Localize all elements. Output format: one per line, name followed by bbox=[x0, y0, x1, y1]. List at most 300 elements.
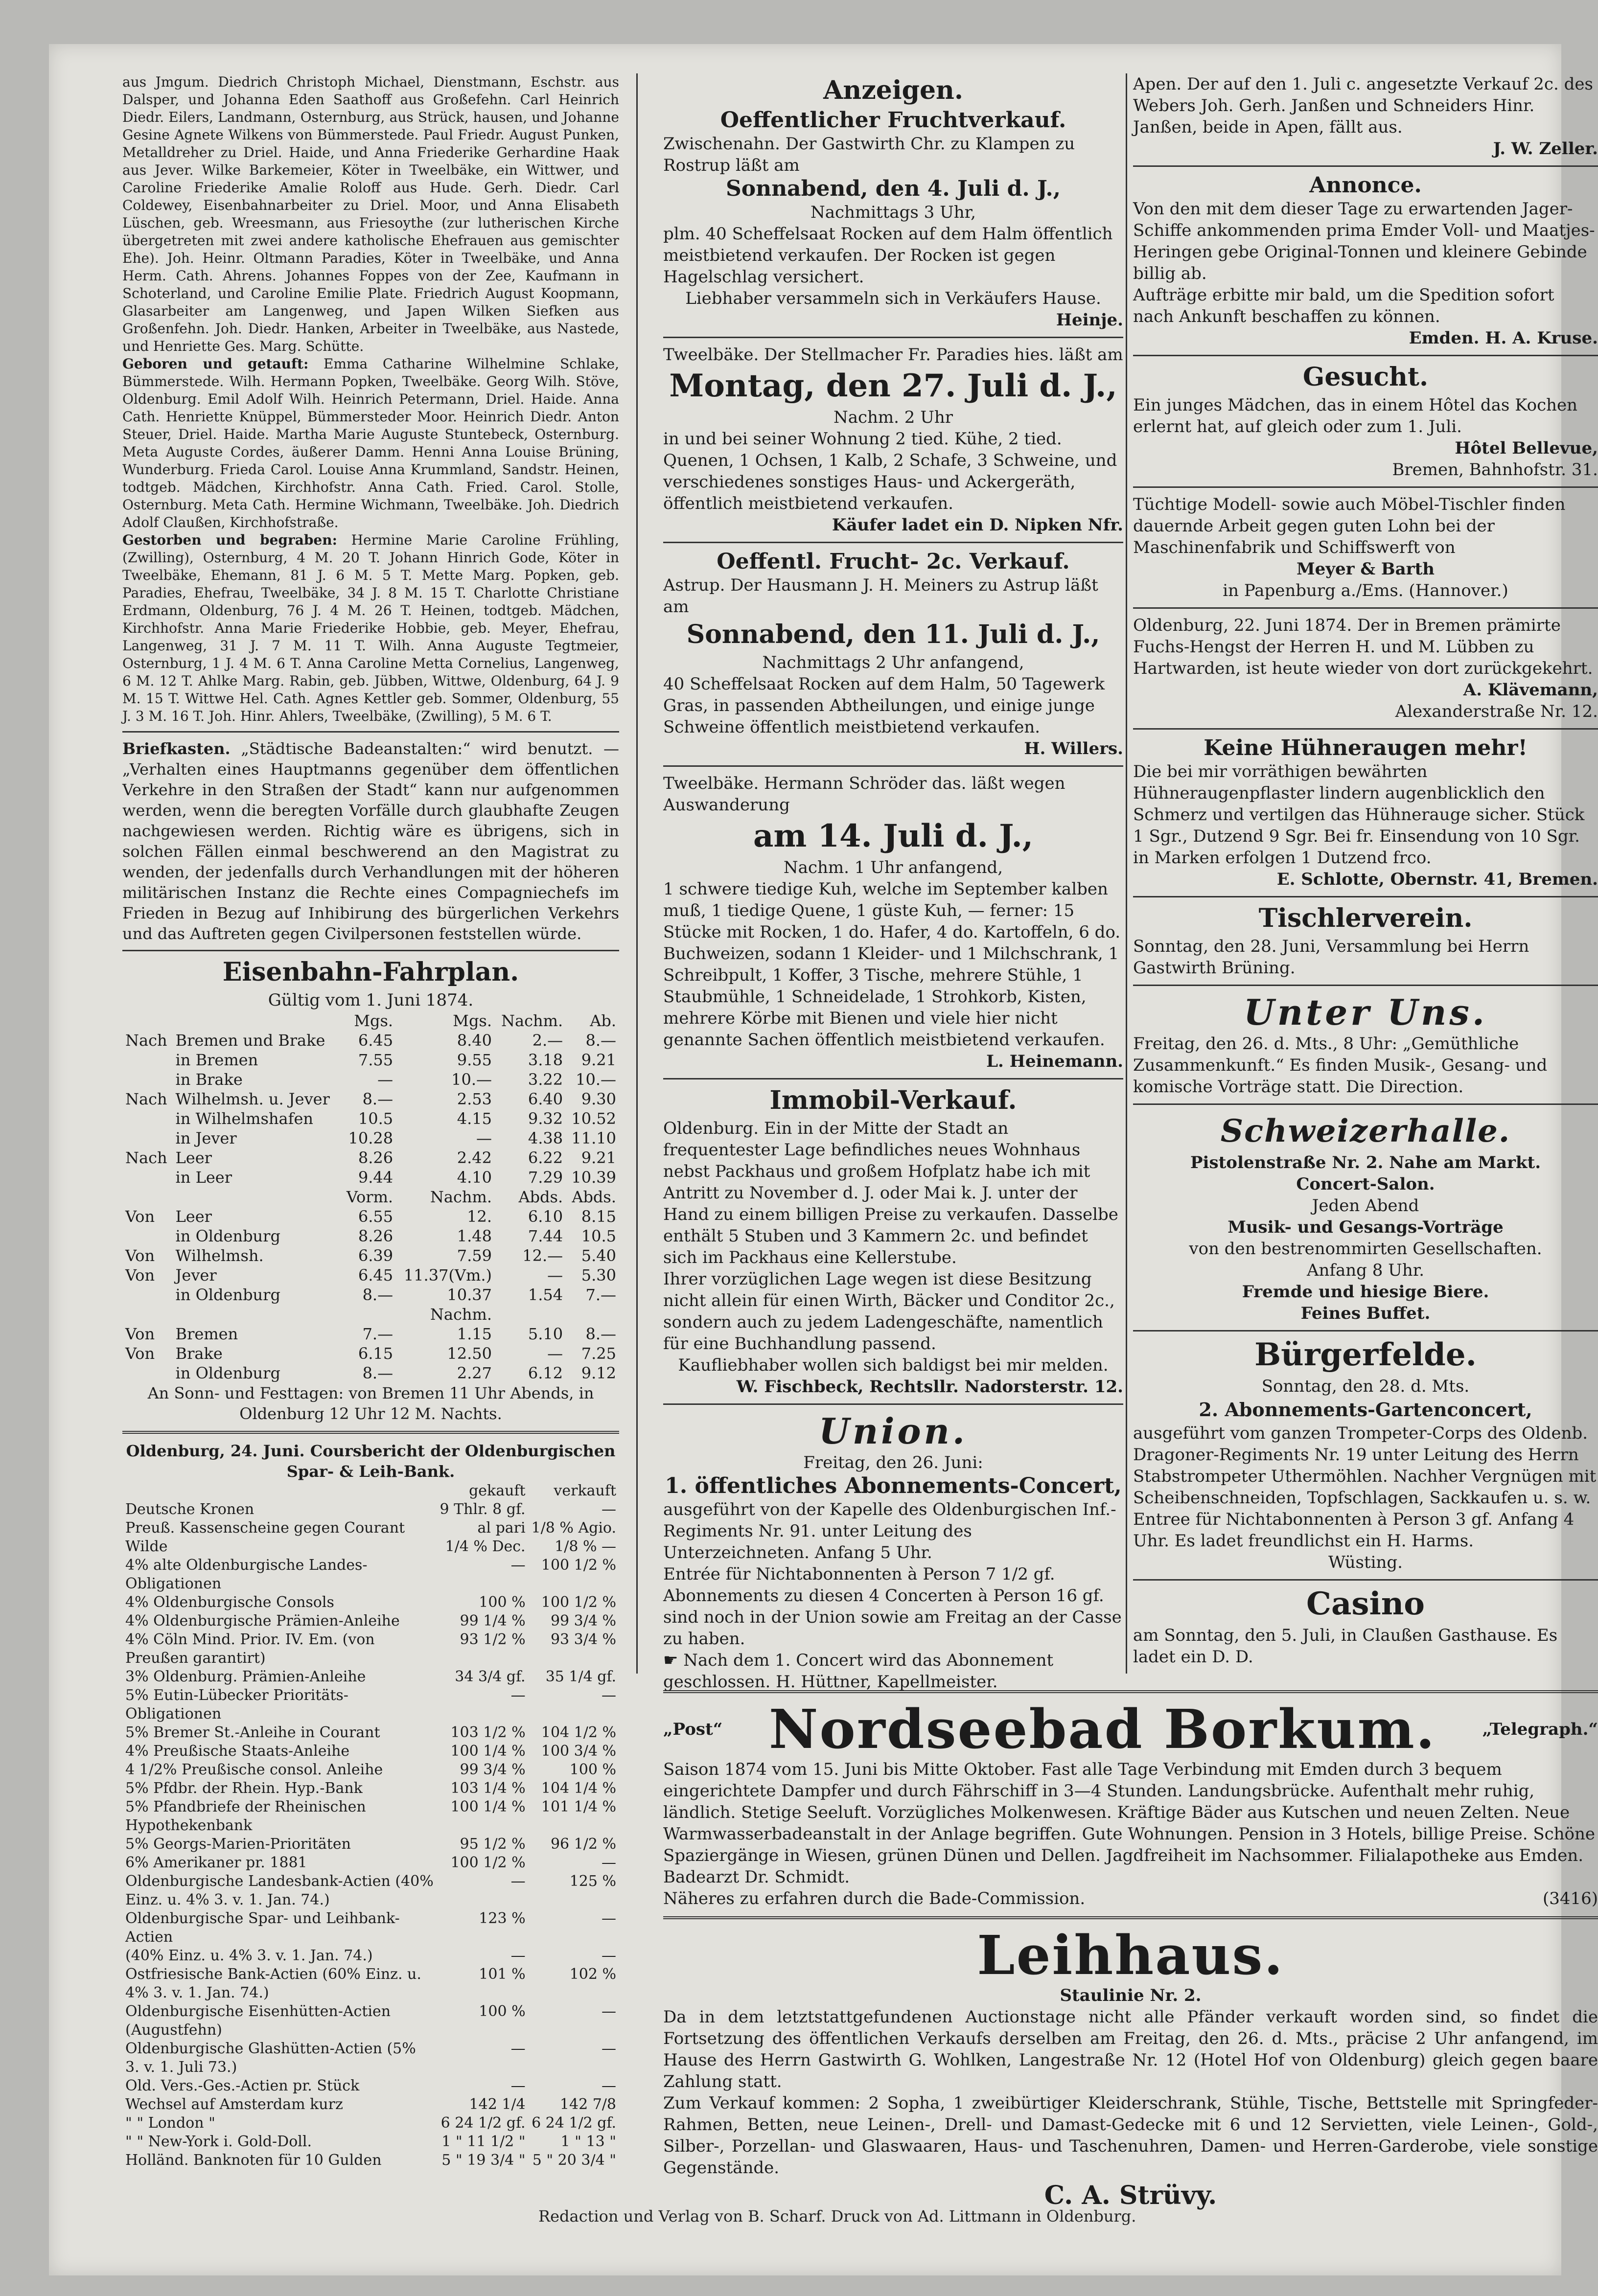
r6-text: Die bei mir vorräthigen bewährten Hühneraugenpflaster lindern augenblicklich den Schmerz und vertilgen das Hühnerauge sicher. Stück 1 Sgr., Dutzend 9 Sgr. Bei fr. Einsendung von 10 Sgr. in Marken erfolgen 1 Dutzend frco. bbox=[1133, 762, 1585, 868]
timetable-cell: in Leer bbox=[175, 1168, 232, 1187]
rates-row bbox=[122, 2040, 619, 2077]
timetable-cell: Wilhelmsh. u. Jever bbox=[175, 1090, 330, 1108]
r2-text2: Aufträge erbitte mir bald, um die Spedition sofort nach Ankunft beschaffen zu können. bbox=[1133, 285, 1554, 326]
timetable-cell bbox=[495, 1305, 566, 1324]
rates-cell: 100 3/4 % bbox=[541, 1743, 616, 1760]
timetable-cell bbox=[122, 1187, 173, 1207]
timetable-row bbox=[122, 1128, 619, 1148]
bottom-wide-ads bbox=[663, 1683, 1598, 2213]
timetable-note: An Sonn- und Festtagen: von Bremen 11 Uhr Abends, in Oldenburg 12 Uhr 12 M. Nachts. bbox=[147, 1384, 594, 1423]
borkum-text2: Näheres zu erfahren durch die Bade-Commission. bbox=[663, 1889, 1086, 1908]
rates-row bbox=[122, 1761, 619, 1779]
timetable-cell: 5.10 bbox=[528, 1325, 563, 1343]
timetable-cell: 9.21 bbox=[581, 1148, 616, 1167]
timetable-cell: Von bbox=[125, 1266, 155, 1285]
rates-cell: 35 1/4 gf. bbox=[545, 1668, 616, 1685]
r9-text6: Feines Buffet. bbox=[1300, 1304, 1431, 1323]
timetable-cell: 9.21 bbox=[581, 1051, 616, 1069]
timetable-cell: 7.25 bbox=[581, 1344, 616, 1363]
rates-row bbox=[122, 1854, 619, 1872]
rates-cell: Oldenburgische Landesbank-Actien (40% Einz. u. 4% 3. v. 1. Jan. 74.) bbox=[125, 1873, 434, 1908]
r11-title: Casino bbox=[1306, 1585, 1425, 1622]
rates-cell: 3% Oldenburg. Prämien-Anleihe bbox=[125, 1668, 366, 1685]
timetable-cell bbox=[122, 1011, 173, 1031]
timetable-cell: 8.26 bbox=[358, 1227, 394, 1245]
rates-cell: 34 3/4 gf. bbox=[455, 1668, 526, 1685]
rates-cell: — bbox=[602, 1854, 616, 1871]
timetable-cell: in Jever bbox=[175, 1129, 237, 1148]
r8-text: Freitag, den 26. d. Mts., 8 Uhr: „Gemüthliche Zusammenkunft.“ Es finden Musik-, Gesang- und komische Vorträge statt. Die Direction. bbox=[1133, 1034, 1548, 1097]
timetable-cell: 10.— bbox=[576, 1070, 616, 1089]
r3-text: Ein junges Mädchen, das in einem Hôtel das Kochen erlernt hat, auf gleich oder zum 1. Juli. bbox=[1133, 395, 1578, 436]
ad6-text: ausgeführt von der Kapelle des Oldenburgischen Inf.-Regiments Nr. 91. unter Leitung des Unterzeichneten. Anfang 5 Uhr. bbox=[663, 1500, 1116, 1562]
ad6-subtitle: 1. öffentliches Abonnements-Concert, bbox=[665, 1473, 1122, 1498]
rates-cell: 4% Preußische Staats-Anleihe bbox=[125, 1743, 350, 1760]
timetable-cell: Mgs. bbox=[453, 1011, 492, 1030]
timetable-title: Eisenbahn-Fahrplan. bbox=[222, 957, 519, 987]
rates-row bbox=[122, 1630, 619, 1668]
timetable-cell: 7.— bbox=[362, 1325, 394, 1343]
timetable-cell: in Oldenburg bbox=[175, 1364, 280, 1382]
rates-cell: 104 1/4 % bbox=[541, 1780, 616, 1797]
leihhaus-text: Da in dem letztstattgefundenen Auctionstage nicht alle Pfänder verkauft worden sind, so findet die Fortsetzung des öffentlichen Verkaufs derselben am Freitag, den 26. d. Mts., präcise 2 Uhr anfangend, im Hause des Herrn Gastwirth G. Wohlken, Langestraße Nr. 12 (Hotel Hof von Oldenburg) gleich gegen baare Zahlung statt. bbox=[663, 2007, 1598, 2091]
left-column bbox=[122, 73, 619, 2170]
rates-cell: 5 " 19 3/4 " bbox=[441, 2152, 526, 2169]
timetable-cell bbox=[173, 1011, 341, 1031]
rates-cell: 1/8 % — bbox=[555, 1538, 616, 1555]
rates-cell: — bbox=[510, 1873, 526, 1890]
rates-row bbox=[122, 1519, 619, 1538]
leihhaus-sub: Staulinie Nr. 2. bbox=[1060, 1986, 1202, 2005]
rates-cell: 4% alte Oldenburgische Landes-Obligationen bbox=[125, 1557, 368, 1592]
ad1-time: Nachmittags 3 Uhr, bbox=[810, 203, 976, 222]
timetable-cell: 1.54 bbox=[528, 1286, 563, 1304]
rates-cell: 6 24 1/2 gf. bbox=[532, 2114, 616, 2132]
rates-cell: Wilde bbox=[125, 1538, 168, 1555]
r5-addr: Alexanderstraße Nr. 12. bbox=[1395, 702, 1598, 721]
timetable-cell: Von bbox=[125, 1344, 155, 1363]
timetable-row bbox=[122, 1011, 619, 1031]
rates-cell: 100 1/4 % bbox=[450, 1743, 526, 1760]
rates-cell: 101 % bbox=[479, 1966, 526, 1983]
rates-row bbox=[122, 1742, 619, 1761]
rates-row bbox=[122, 1538, 619, 1556]
rates-cell: Wechsel auf Amsterdam kurz bbox=[125, 2096, 343, 2113]
timetable-cell: 6.39 bbox=[358, 1246, 394, 1265]
rates-cell: 4% Oldenburgische Consols bbox=[125, 1594, 334, 1611]
rates-cell: — bbox=[510, 1947, 526, 1964]
rates-cell: 99 3/4 % bbox=[460, 1761, 526, 1778]
rates-cell: Oldenburgische Spar- und Leihbank-Actien bbox=[125, 1910, 400, 1946]
r1-sign: J. W. Zeller. bbox=[1493, 139, 1598, 159]
ad5-title: Immobil-Verkauf. bbox=[769, 1085, 1017, 1115]
rates-row bbox=[122, 1798, 619, 1835]
rates-cell: " " New-York i. Gold-Doll. bbox=[125, 2133, 312, 2150]
ad1-title: Oeffentlicher Fruchtverkauf. bbox=[720, 108, 1066, 133]
ad3-time: Nachmittags 2 Uhr anfangend, bbox=[762, 653, 1024, 672]
rates-row bbox=[122, 1668, 619, 1686]
timetable-cell: Von bbox=[125, 1246, 155, 1265]
rates-cell: 5% Pfdbr. der Rhein. Hyp.-Bank bbox=[125, 1780, 363, 1797]
timetable-row bbox=[122, 1285, 619, 1305]
timetable-cell: 12.50 bbox=[447, 1344, 492, 1363]
timetable-cell: Bremen bbox=[175, 1325, 238, 1343]
timetable-cell: 9.44 bbox=[358, 1168, 394, 1187]
rates-cell: al pari bbox=[477, 1519, 526, 1537]
timetable-row bbox=[122, 1148, 619, 1168]
r9-title: Schweizerhalle. bbox=[1220, 1113, 1511, 1149]
timetable-cell: Nachm. bbox=[430, 1188, 492, 1206]
rates-cell: 104 1/2 % bbox=[541, 1724, 616, 1741]
rates-title: Oldenburg, 24. Juni. Coursbericht der Oldenburgischen Spar- & Leih-Bank. bbox=[126, 1442, 616, 1481]
borkum-footer bbox=[663, 1888, 1598, 1909]
ad4-date: am 14. Juli d. J., bbox=[753, 818, 1033, 854]
rates-row bbox=[122, 1723, 619, 1742]
timetable-cell bbox=[122, 1070, 173, 1089]
timetable-row bbox=[122, 1089, 619, 1109]
timetable-cell: Abds. bbox=[518, 1188, 563, 1206]
timetable-cell: 12.— bbox=[522, 1246, 563, 1265]
timetable-cell: Nachm. bbox=[501, 1011, 563, 1030]
ad2-sign: Käufer ladet ein D. Nipken Nfr. bbox=[832, 515, 1123, 535]
ad4-text: Tweelbäke. Hermann Schröder das. läßt wegen Auswanderung bbox=[663, 774, 1065, 815]
timetable-cell: Vorm. bbox=[346, 1188, 394, 1206]
rates-cell: Old. Vers.-Ges.-Actien pr. Stück bbox=[125, 2077, 360, 2094]
rates-cell: — bbox=[602, 1910, 616, 1927]
timetable-cell: 9.30 bbox=[581, 1090, 616, 1108]
column-rule bbox=[636, 73, 638, 1674]
ad1-text: Zwischenahn. Der Gastwirth Chr. zu Klampen zu Rostrup läßt am bbox=[663, 134, 1075, 175]
timetable-cell: 6.40 bbox=[528, 1090, 563, 1108]
r9-text2: Musik- und Gesangs-Vorträge bbox=[1227, 1217, 1504, 1237]
middle-column bbox=[663, 73, 1123, 1693]
rates-cell: (40% Einz. u. 4% 3. v. 1. Jan. 74.) bbox=[125, 1947, 373, 1964]
rates-cell: Holländ. Banknoten für 10 Gulden bbox=[125, 2152, 382, 2169]
timetable-cell bbox=[341, 1305, 396, 1324]
r3-addr: Bremen, Bahnhofstr. 31. bbox=[1392, 460, 1598, 480]
rates-cell: — bbox=[510, 1557, 526, 1574]
rates-cell: — bbox=[602, 2077, 616, 2094]
timetable-cell: 4.10 bbox=[457, 1168, 492, 1187]
ad1-date: Sonnabend, den 4. Juli d. J., bbox=[725, 176, 1061, 201]
rates-row bbox=[122, 2095, 619, 2114]
rates-cell: Preuß. Kassenscheine gegen Courant bbox=[125, 1519, 405, 1537]
timetable-cell: — bbox=[476, 1129, 492, 1148]
rates-cell: 5% Eutin-Lübecker Prioritäts-Obligationen bbox=[125, 1687, 348, 1722]
rates-cell: 6% Amerikaner pr. 1881 bbox=[125, 1854, 307, 1871]
rates-row bbox=[122, 1872, 619, 1909]
r4-text: Tüchtige Modell- sowie auch Möbel-Tischler finden dauernde Arbeit gegen guten Lohn bei der Maschinenfabrik und Schiffswerft von bbox=[1133, 495, 1566, 557]
timetable-cell: Bremen und Brake bbox=[175, 1031, 325, 1050]
timetable-cell: 8.— bbox=[362, 1364, 394, 1382]
rates-row bbox=[122, 2114, 619, 2133]
rates-cell: 100 % bbox=[569, 1761, 616, 1778]
r10-title: Bürgerfelde. bbox=[1254, 1336, 1477, 1373]
borkum-text: Saison 1874 vom 15. Juni bis Mitte Oktober. Fast alle Tage Verbindung mit Emden durch 3 bequem eingerichtete Dampfer und durch Fährschiff in 3—4 Stunden. Landungsbrücke. Aufenthalt mehr ruhig, ländlich. Stetige Seeluft. Vorzügliches Molkenwesen. Kräftige Bäder aus Kutschen und neuen Zelten. Neue Warmwasserbadeanstalt in der Anlage begriffen. Gute Wohnungen. Pension in 3 Hotels, billige Preise. Schöne Spaziergänge in Wiesen, grünen Dünen und Dellen. Jagdfreiheit im Nachsommer. Filialapotheke aus Emden. Badearzt Dr. Schmidt. bbox=[663, 1760, 1596, 1887]
timetable-cell: 6.45 bbox=[358, 1031, 394, 1050]
rates-cell: 1/4 % Dec. bbox=[445, 1538, 526, 1555]
timetable-cell: 1.48 bbox=[457, 1227, 492, 1245]
timetable-cell: 10.52 bbox=[571, 1109, 616, 1128]
timetable-cell: 5.40 bbox=[581, 1246, 616, 1265]
r3-title: Gesucht. bbox=[1302, 362, 1429, 392]
right-column bbox=[1133, 73, 1598, 1668]
rates-cell: Oldenburgische Glashütten-Actien (5% 3. v. 1. Juli 73.) bbox=[125, 2040, 416, 2076]
rates-cell: 4 1/2% Preußische consol. Anleihe bbox=[125, 1761, 383, 1778]
timetable-cell: Von bbox=[125, 1207, 155, 1226]
timetable-cell: Leer bbox=[175, 1148, 212, 1167]
timetable-cell: 8.15 bbox=[581, 1207, 616, 1226]
ad5-text2: Ihrer vorzüglichen Lage wegen ist diese Besitzung nicht allein für einen Wirth, Bäcker und Conditor 2c., sondern auch zu jedem Ladengeschäfte, namentlich für eine Buchhandlung passend. bbox=[663, 1269, 1115, 1354]
rates-cell: 100 1/2 % bbox=[541, 1557, 616, 1574]
rates-cell: 5% Pfandbriefe der Rheinischen Hypothekenbank bbox=[125, 1798, 366, 1834]
timetable-cell: 10.28 bbox=[348, 1129, 394, 1148]
rates-cell: 125 % bbox=[569, 1873, 616, 1890]
rates-cell: 5 " 20 3/4 " bbox=[532, 2152, 616, 2169]
timetable-cell: 4.38 bbox=[528, 1129, 563, 1148]
timetable-row bbox=[122, 1246, 619, 1265]
ad2-text: Tweelbäke. Der Stellmacher Fr. Paradies hies. läßt am bbox=[663, 345, 1123, 365]
rates-cell: " " London " bbox=[125, 2114, 215, 2132]
r6-title: Keine Hühneraugen mehr! bbox=[1204, 735, 1528, 760]
timetable-cell: 6.22 bbox=[528, 1148, 563, 1167]
timetable-cell: Leer bbox=[175, 1207, 212, 1226]
ad4-time: Nachm. 1 Uhr anfangend, bbox=[783, 858, 1003, 877]
timetable-cell: 6.45 bbox=[358, 1266, 394, 1285]
timetable-cell: Abds. bbox=[572, 1188, 616, 1206]
r1-text: Apen. Der auf den 1. Juli c. angesetzte Verkauf 2c. des Webers Joh. Gerh. Janßen und Schneiders Hinr. Janßen, beide in Apen, fällt aus. bbox=[1133, 74, 1593, 137]
rates-cell: 100 % bbox=[479, 2003, 526, 2020]
r9-text3: von den bestrenommirten Gesellschaften. bbox=[1189, 1239, 1542, 1259]
timetable-cell: 2.53 bbox=[457, 1090, 492, 1108]
timetable-cell: 10.— bbox=[451, 1070, 492, 1089]
ad2-date: Montag, den 27. Juli d. J., bbox=[669, 367, 1117, 404]
rates-cell: 1 " 11 1/2 " bbox=[441, 2133, 526, 2150]
timetable-cell bbox=[122, 1285, 173, 1305]
timetable-row bbox=[122, 1070, 619, 1089]
ad6-text2: Entrée für Nichtabonnenten à Person 7 1/2 gf. Abonnements zu diesen 4 Concerten à Person 16 gf. sind noch in der Union sowie am Freitag an der Casse zu haben. bbox=[663, 1564, 1122, 1649]
rates-cell: 103 1/4 % bbox=[450, 1780, 526, 1797]
timetable-cell: in Wilhelmshafen bbox=[175, 1109, 313, 1128]
ad5-text: Oldenburg. Ein in der Mitte der Stadt an frequentester Lage befindliches neues Wohnhaus nebst Packhaus und großem Hofplatz habe ich mit Antritt zu November d. J. oder Mai k. J. unter der Hand zu einem billigen Preise zu verkaufen. Dasselbe enthält 5 Stuben und 3 Kammern 2c. und befindet sich im Packhaus eine Kellerstube. bbox=[663, 1119, 1118, 1267]
timetable-cell: 9.55 bbox=[457, 1051, 492, 1069]
rates-cell: 100 1/2 % bbox=[541, 1594, 616, 1611]
timetable-cell bbox=[173, 1187, 341, 1207]
rates-row bbox=[122, 1556, 619, 1593]
timetable-row bbox=[122, 1207, 619, 1226]
timetable-row bbox=[122, 1031, 619, 1050]
timetable-cell: Nach bbox=[125, 1090, 167, 1108]
timetable-cell: 3.22 bbox=[528, 1070, 563, 1089]
rates-cell: Ostfriesische Bank-Actien (60% Einz. u. 4% 3. v. 1. Jan. 74.) bbox=[125, 1966, 421, 2001]
rates-row bbox=[122, 1500, 619, 1519]
ad6-text3: ☛ Nach dem 1. Concert wird das Abonnement geschlossen. H. Hüttner, Kapellmeister. bbox=[663, 1651, 1054, 1692]
rates-cell: — bbox=[602, 2040, 616, 2057]
rates-row bbox=[122, 1779, 619, 1798]
ad1-text3: Liebhaber versammeln sich in Verkäufers Hause. bbox=[685, 289, 1101, 308]
r10-text: ausgeführt vom ganzen Trompeter-Corps des Oldenb. Dragoner-Regiments Nr. 19 unter Leitung des Herrn Stabstrompeter Uthermöhlen. Nachher Vergnügen mit Scheibenschneiden, Topfschlagen, Sackkaufen u. s. w. Entree für Nichtabonnenten à Person 3 gf. Anfang 4 Uhr. Es ladet freundlichst ein H. Harms. bbox=[1133, 1424, 1597, 1551]
timetable-cell: 9.12 bbox=[581, 1364, 616, 1382]
timetable-cell: Nach bbox=[125, 1031, 167, 1050]
ad5-sign: W. Fischbeck, Rechtsllr. Nadorsterstr. 12. bbox=[736, 1377, 1123, 1397]
timetable-cell bbox=[122, 1050, 173, 1070]
ad6-date: Freitag, den 26. Juni: bbox=[803, 1453, 983, 1472]
timetable-cell: 6.10 bbox=[528, 1207, 563, 1226]
timetable-cell: 9.32 bbox=[528, 1109, 563, 1128]
timetable-cell: 7.44 bbox=[528, 1227, 563, 1245]
timetable-row bbox=[122, 1305, 619, 1324]
r2-text: Von den mit dem dieser Tage zu erwartenden Jager-Schiffe ankommenden prima Emder Voll- und Maatjes-Heringen gebe Original-Tonnen und kleinere Gebinde billig ab. bbox=[1133, 199, 1595, 283]
timetable-cell: — bbox=[547, 1266, 563, 1285]
rates-cell: — bbox=[602, 1501, 616, 1518]
column-rule bbox=[1126, 73, 1127, 1674]
rates-cell: — bbox=[602, 1687, 616, 1704]
r7-text: Sonntag, den 28. Juni, Versammlung bei Herrn Gastwirth Brüning. bbox=[1133, 937, 1529, 978]
rates-cell: 123 % bbox=[479, 1910, 526, 1927]
rates-cell: 95 1/2 % bbox=[460, 1836, 526, 1853]
rates-cell: 9 Thlr. 8 gf. bbox=[440, 1501, 526, 1518]
timetable-cell: 2.27 bbox=[457, 1364, 492, 1382]
timetable-row bbox=[122, 1344, 619, 1363]
rates-row bbox=[122, 1612, 619, 1630]
borkum-post: „Post“ bbox=[663, 1720, 723, 1739]
leihhaus-sign: C. A. Strüvy. bbox=[1044, 2181, 1217, 2210]
timetable-cell: 11.10 bbox=[571, 1129, 616, 1148]
timetable-cell: Nachm. bbox=[430, 1305, 492, 1324]
rates-cell: 102 % bbox=[569, 1966, 616, 1983]
timetable-cell: 8.26 bbox=[358, 1148, 394, 1167]
rates-row bbox=[122, 1909, 619, 1947]
timetable-cell: Von bbox=[125, 1325, 155, 1343]
borkum-code: (3416) bbox=[1542, 1889, 1598, 1908]
timetable-cell: 10.5 bbox=[581, 1227, 616, 1245]
timetable-cell: 10.39 bbox=[571, 1168, 616, 1187]
rates-cell: — bbox=[510, 1687, 526, 1704]
rates-row bbox=[122, 2133, 619, 2151]
rates-cell: — bbox=[510, 2077, 526, 2094]
timetable-cell: 7.29 bbox=[528, 1168, 563, 1187]
r6-sign: E. Schlotte, Obernstr. 41, Bremen. bbox=[1276, 870, 1598, 889]
timetable-cell bbox=[122, 1363, 173, 1383]
rates-cell: — bbox=[602, 1947, 616, 1964]
timetable-cell bbox=[122, 1226, 173, 1246]
borkum-title: Nordseebad Borkum. bbox=[768, 1698, 1436, 1761]
timetable-cell bbox=[566, 1305, 619, 1324]
timetable-row bbox=[122, 1050, 619, 1070]
r11-text: am Sonntag, den 5. Juli, in Claußen Gasthause. Es ladet ein D. D. bbox=[1133, 1626, 1558, 1667]
timetable-cell: in Oldenburg bbox=[175, 1227, 280, 1245]
rates-cell: Deutsche Kronen bbox=[125, 1501, 255, 1518]
timetable-cell: — bbox=[547, 1344, 563, 1363]
timetable-row bbox=[122, 1265, 619, 1285]
timetable-cell: Nach bbox=[125, 1148, 167, 1167]
ad2-time: Nachm. 2 Uhr bbox=[833, 408, 953, 427]
rates-cell: 6 24 1/2 gf. bbox=[440, 2114, 526, 2132]
rates-table: gekauft verkauft Deutsche Kronen 9 Thlr. 8 gf. — Preuß. Kassenscheine gegen Courant al pari 1/8 % Agio. Wilde 1/4 % Dec. 1/8 % — 4% alte Oldenburgische Landes-Obligationen — 100 1/2 % 4% Oldenburgische Consols 100 % 100 1/2 % 4% Oldenburgische Prämien-Anleihe 99 1/4 % 99 3/4 % 4% Cöln Mind. Prior. IV. Em. (von Preußen garantirt) 93 1/2 % 93 3/4 % 3% Oldenburg. Prämien-Anleihe 34 3/4 gf. 35 1/4 gf. 5% Eutin-Lübecker Prioritäts-Obligationen — — 5% Bremer St.-Anleihe in Courant 103 1/2 % 104 1/2 % 4% Preußische Staats-Anleihe 100 1/4 % 100 3/4 % 4 1/2% Preußische consol. Anleihe 99 3/4 % 100 % 5% Pfdbr. der Rhein. Hyp.-Bank 103 1/4 % 104 1/4 % 5% Pfandbriefe der Rheinischen Hypothekenbank 100 1/4 % 101 1/4 % 5% Georgs-Marien-Prioritäten 95 1/2 % 96 1/2 % 6% Amerikaner pr. 1881 100 1/2 % — Oldenburgische Landesbank-Actien (40% Einz. u. 4% 3. v. 1. Jan. 74.) — 125 % Oldenburgische Spar- und Leihbank-Actien 123 % — (40% Einz. u. 4% 3. v. 1. Jan. 74.) — — Ostfriesische Bank-Actien (60% Einz. u. 4% 3. v. 1. Jan. 74.) 101 % 102 % Oldenburgische Eisenhütten-Actien (Augustfehn) 100 % — Oldenburgische Glashütten-Actien (5% 3. v. 1. Juli 73.) — — Old. Vers.-Ges.-Actien pr. Stück — — Wechsel auf Amsterdam kurz 142 1/4 142 7/8 " " London " 6 24 1/2 gf. 6 24 1/2 gf. " " New-York i. Gold-Doll. 1 " 11 1/2 " 1 " 13 " Holländ. Banknoten für 10 Gulden 5 " 19 3/4 " 5 " 20 3/4 " bbox=[122, 1482, 619, 2170]
timetable-cell: — bbox=[377, 1070, 394, 1089]
timetable-cell: 10.5 bbox=[358, 1109, 394, 1128]
r5-text: Oldenburg, 22. Juni 1874. Der in Bremen prämirte Fuchs-Hengst der Herren H. und M. Lübben zu Hartwarden, ist heute wieder von dort zurückgekehrt. bbox=[1133, 616, 1593, 678]
rates-cell: 142 7/8 bbox=[559, 2096, 616, 2113]
rates-cell: — bbox=[602, 2003, 616, 2020]
r7-title: Tischlerverein. bbox=[1258, 903, 1473, 933]
r10-sign: Wüsting. bbox=[1328, 1553, 1403, 1572]
rates-cell: 99 3/4 % bbox=[550, 1612, 616, 1630]
timetable-cell: 8.— bbox=[585, 1325, 616, 1343]
footer-imprint: Redaction und Verlag von B. Scharf. Druck von Ad. Littmann in Oldenburg. bbox=[538, 2207, 1136, 2226]
ad3-date: Sonnabend, den 11. Juli d. J., bbox=[686, 620, 1100, 649]
rates-cell: 99 1/4 % bbox=[460, 1612, 526, 1630]
deaths-notice: Gestorben und begraben: Hermine Marie Caroline Frühling, (Zwilling), Osternburg, 4 M. 20 T. Johann Hinrich Gode, Köter in Tweelbäke, Ehemann, 81 J. 6 M. 5 T. Mette Marg. Popken, geb. Paradies, Ehefrau, Tweelbäke, 34 J. 8 M. 15 T. Charlotte Christiane Erdmann, Oldenburg, 76 J. 4 M. 26 T. Heinen, todtgeb. Mädchen, Kirchhofstr. Anna Marie Friederike Hobbie, geb. Meyer, Ehefrau, Langenweg, 31 J. 7 M. 11 T. Wilh. Anna Auguste Tegtmeier, Osternburg, 1 J. 4 M. 6 T. Anna Caroline Metta Cornelius, Langenweg, 6 M. 12 T. Ahlke Marg. Rabin, geb. Jübben, Wittwe, Oldenburg, 64 J. 9 M. 15 T. Wittwe Hel. Cath. Agnes Kettler geb. Sommer, Oldenburg, 55 J. 3 M. 16 T. Joh. Hinr. Ahlers, Tweelbäke, (Zwilling), 5 M. 6 T. bbox=[122, 532, 619, 724]
timetable-row bbox=[122, 1187, 619, 1207]
rates-cell: 93 3/4 % bbox=[550, 1631, 616, 1648]
timetable-cell bbox=[122, 1128, 173, 1148]
timetable-table bbox=[122, 1011, 619, 1383]
rates-row bbox=[122, 1686, 619, 1723]
timetable-valid: Gültig vom 1. Juni 1874. bbox=[268, 990, 474, 1010]
timetable-cell: Mgs. bbox=[354, 1011, 394, 1030]
timetable-cell: 6.15 bbox=[358, 1344, 394, 1363]
rates-cell: 93 1/2 % bbox=[460, 1631, 526, 1648]
timetable-cell bbox=[122, 1109, 173, 1128]
ad3-text: Astrup. Der Hausmann J. H. Meiners zu Astrup läßt am bbox=[663, 575, 1098, 617]
r2-title: Annonce. bbox=[1309, 173, 1422, 198]
timetable-cell: 2.42 bbox=[457, 1148, 492, 1167]
timetable-cell bbox=[122, 1168, 173, 1187]
timetable-cell: Wilhelmsh. bbox=[175, 1246, 264, 1265]
timetable-cell: in Oldenburg bbox=[175, 1286, 280, 1304]
r2-sign: Emden. H. A. Kruse. bbox=[1409, 328, 1598, 348]
r8-title: Unter Uns. bbox=[1244, 991, 1487, 1033]
r9-text5: Fremde und hiesige Biere. bbox=[1242, 1282, 1489, 1302]
leihhaus-title: Leihhaus. bbox=[977, 1924, 1284, 1987]
timetable-cell: 3.18 bbox=[528, 1051, 563, 1069]
ad4-text2: 1 schwere tiedige Kuh, welche im September kalben muß, 1 tiedige Quene, 1 güste Kuh, — ferner: 15 Stücke mit Rocken, 1 do. Hafer, 4 do. Kartoffeln, 6 do. Buchweizen, sodann 1 Kleider- und 1 Milchschrank, 1 Schreibpult, 1 Koffer, 3 Tische, mehrere Stühle, 1 Staubmühle, 1 Schneidelade, 1 Strohkorb, Kisten, mehrere Körbe mit Bienen und viele hier nicht genannte Sachen öffentlich meistbietend verkaufen. bbox=[663, 879, 1121, 1050]
rates-cell: 100 % bbox=[479, 1594, 526, 1611]
births-notice: Geboren und getauft: Emma Catharine Wilhelmine Schlake, Bümmerstede. Wilh. Hermann Popken, Tweelbäke. Georg Wilh. Stöve, Oldenburg. Emil Adolf Wilh. Heinrich Petermann, Driel. Haide. Anna Cath. Henriette Knüppel, Bümmersteder Moor. Heinrich Diedr. Anton Steuer, Driel. Haide. Martha Marie Auguste Stuntebeck, Osternburg. Meta Auguste Cordes, äußerer Damm. Henni Anna Louise Brüning, Wunderburg. Frieda Carol. Louise Anna Krummland, Sandstr. Heinen, todtgeb. Mädchen, Kirchhofstr. Anna Cath. Fried. Carol. Stolle, Osternburg. Meta Cath. Hermine Wichmann, Tweelbäke. Joh. Diedrich Adolf Claußen, Kirchhofstraße. bbox=[122, 356, 619, 530]
timetable-row bbox=[122, 1226, 619, 1246]
ad3-title: Oeffentl. Frucht- 2c. Verkauf. bbox=[717, 549, 1070, 574]
timetable-cell: 5.30 bbox=[581, 1266, 616, 1285]
rates-row bbox=[122, 1593, 619, 1612]
ads-heading: Anzeigen. bbox=[823, 75, 963, 105]
timetable-cell: Brake bbox=[175, 1344, 223, 1363]
timetable-cell: 8.40 bbox=[457, 1031, 492, 1050]
rates-row bbox=[122, 1835, 619, 1854]
rates-cell: 5% Bremer St.-Anleihe in Courant bbox=[125, 1724, 380, 1741]
rates-cell: 5% Georgs-Marien-Prioritäten bbox=[125, 1836, 351, 1853]
timetable-cell: 7.55 bbox=[358, 1051, 394, 1069]
marriage-notices: aus Jmgum. Diedrich Christoph Michael, Dienstmann, Eschstr. aus Dalsper, und Johanna Eden Saathoff aus Großefehn. Carl Heinrich Diedr. Eilers, Landmann, Osternburg, aus Strück, hausen, und Johanne Gesine Agnete Wilkens von Bümmerstede. Paul Friedr. August Punken, Metalldreher zu Driel. Haide, und Anna Friederike Gerhardine Haak aus Jever. Wilke Barkemeier, Köter in Tweelbäke, ein Wittwer, und Caroline Friederike Amalie Roloff aus Hude. Gerh. Diedr. Carl Coldewey, Eisenbahnarbeiter zu Driel. Moor, und Anna Elisabeth Lüschen, geb. Wreesmann, aus Friesoythe (zur lutherischen Kirche übergetreten mit zwei andere katholische Ehefrauen aus gemischter Ehe). Joh. Heinr. Oltmann Paradies, Köter in Tweelbäke, und Anna Herm. Cath. Ahrens. Johannes Foppes von der Zee, Kaufmann in Schoterland, und Caroline Emilie Plate. Friedrich August Koopmann, Glasarbeiter am Langenweg, und Japen Wilken Siefken aus Großenfehn. Joh. Diedr. Hanken, Arbeiter in Tweelbäke, aus Nastede, und Henriette Ges. Marg. Schütte. bbox=[122, 74, 619, 354]
rates-cell: 4% Oldenburgische Prämien-Anleihe bbox=[125, 1612, 400, 1630]
ad2-text2: in und bei seiner Wohnung 2 tied. Kühe, 2 tied. Quenen, 1 Ochsen, 1 Kalb, 2 Schafe, 3 Schweine, und verschiedenes sonstiges Haus- und Ackergeräth, öffentlich meistbietend verkaufen. bbox=[663, 429, 1117, 513]
rates-cell: 142 1/4 bbox=[469, 2096, 526, 2113]
r9-text: Jeden Abend bbox=[1312, 1196, 1419, 1216]
ad5-text3: Kaufliebhaber wollen sich baldigst bei mir melden. bbox=[678, 1355, 1109, 1375]
timetable-cell: Ab. bbox=[590, 1011, 616, 1030]
ad1-sign: Heinje. bbox=[1056, 310, 1123, 330]
timetable-cell bbox=[173, 1305, 341, 1324]
rates-cell: 103 1/2 % bbox=[450, 1724, 526, 1741]
timetable-cell: 6.12 bbox=[528, 1364, 563, 1382]
timetable-cell: in Bremen bbox=[175, 1051, 258, 1069]
timetable-cell: 8.— bbox=[585, 1031, 616, 1050]
timetable-row bbox=[122, 1109, 619, 1128]
timetable-cell: 8.— bbox=[362, 1090, 394, 1108]
leihhaus-text2: Zum Verkauf kommen: 2 Sopha, 1 zweibürtiger Kleiderschrank, Stühle, Tische, Bettstelle mit Springfeder-Rahmen, Betten, neue Leinen-, Drell- und Damast-Gedecke mit 6 und 12 Servietten, viele Leinen-, Gold-, Silber-, Porzellan- und Glaswaaren, Haus- und Taschenuhren, Damen- und Herren-Garderobe, viele sonstige Gegenstände. bbox=[663, 2093, 1598, 2178]
timetable-cell: 12. bbox=[467, 1207, 492, 1226]
r9-sub2: Concert-Salon. bbox=[1296, 1174, 1435, 1194]
